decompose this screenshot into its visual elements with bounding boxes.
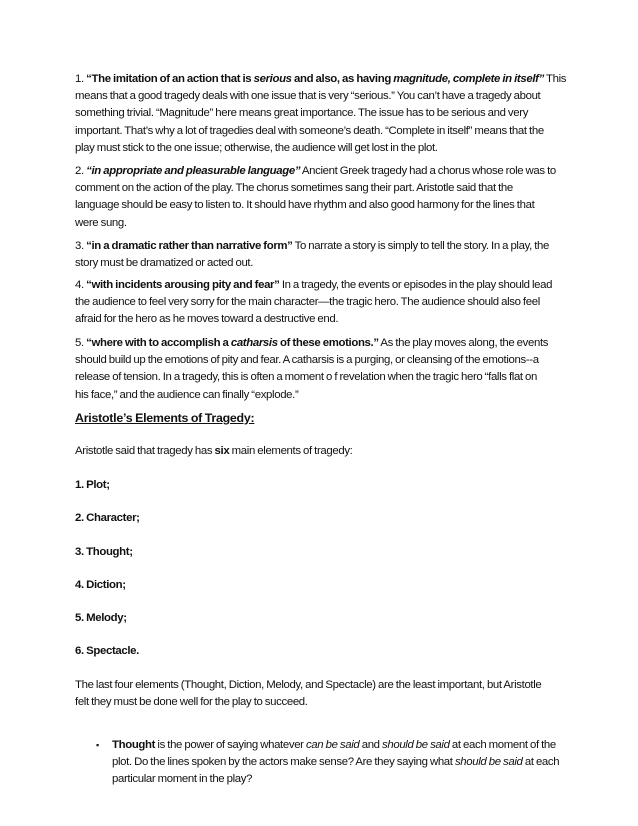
quote-bold: and also, as having — [294, 73, 391, 85]
item-number: 1. — [75, 73, 84, 85]
paragraph-5-line-2: should build up the emotions of pity and fear. A catharsis is a purging, or cleansing of the emotions--a — [75, 354, 539, 367]
paragraph-4-line-3: afraid for the hero as he moves toward a destructive end. — [75, 313, 339, 326]
italic-phrase: should be said — [382, 739, 450, 751]
body-text: is the power of saying whatever — [157, 739, 304, 751]
body-text: As the play moves along, the events — [380, 337, 549, 349]
bullet-line-3: particular moment in the play? — [112, 773, 253, 786]
paragraph-5-line-4: his face,” and the audience can finally “explode.” — [75, 388, 299, 401]
quote-bold: “with incidents arousing pity and fear” — [86, 279, 280, 291]
paragraph-4-line-1 — [75, 277, 565, 294]
element-item-plot: 1. Plot; — [75, 479, 110, 491]
element-item-thought: 3. Thought; — [75, 546, 133, 558]
item-number: 4. — [75, 279, 84, 291]
italic-phrase: should be said — [454, 756, 523, 769]
paragraph-1 — [75, 71, 565, 157]
body-text: at each — [524, 756, 560, 769]
paragraph-2-line-3: language should be easy to listen to. It should have rhythm and also good harmony for the lines that — [75, 199, 535, 212]
quote-bold-italic: magnitude, complete in itself” — [393, 73, 544, 85]
element-item-melody: 5. Melody; — [75, 612, 127, 624]
paragraph-1-line-4: important. That’s why a lot of tragedies deal with someone’s death. “Complete in itself” means that the — [75, 124, 544, 137]
body-text: main elements of tragedy: — [231, 445, 353, 457]
paragraph-2-line-2: comment on the action of the play. The chorus sometimes sang their part. Aristotle said that the — [75, 182, 513, 195]
paragraph-4 — [75, 277, 565, 329]
elements-intro — [75, 443, 565, 460]
body-text: plot. Do the lines spoken by the actors make sense? Are they saying what — [112, 756, 453, 769]
item-number: 3. — [75, 240, 84, 252]
paragraph-1-line-2: means that a good tragedy deals with one issue that is very “serious.” You can’t have a tragedy about — [75, 90, 541, 103]
quote-bold-italic: catharsis — [230, 337, 278, 349]
quote-bold: “The imitation of an action that is — [86, 73, 252, 85]
paragraph-5 — [75, 335, 565, 404]
paragraph-3 — [75, 238, 565, 272]
quote-bold: “where with to accomplish a — [86, 337, 229, 349]
italic-phrase: can be said — [305, 739, 360, 751]
quote-bold-italic: serious — [253, 73, 292, 85]
bullet-term: Thought — [112, 739, 156, 751]
paragraph-4-line-2: the audience to feel very sorry for the main character—the tragic hero. The audience should also feel — [75, 296, 540, 309]
paragraph-1-line-5: play must stick to the one issue; otherwise, the audience will get lost in the plot. — [75, 141, 438, 154]
bullet-line-1 — [112, 737, 568, 754]
item-number: 5. — [75, 337, 84, 349]
element-item-diction: 4. Diction; — [75, 579, 126, 591]
last-paragraph — [75, 677, 565, 711]
quote-bold: of these emotions.” — [280, 337, 379, 349]
paragraph-1-line-3: something trivial. “Magnitude” here means great importance. The issue has to be serious and very — [75, 107, 529, 120]
last-paragraph-line-1: The last four elements (Thought, Diction, Melody, and Spectacle) are the least important, but Aristotle — [75, 679, 542, 691]
paragraph-1-line-1 — [75, 71, 565, 88]
paragraph-5-line-3: release of tension. In a tragedy, this is often a moment o f revelation when the tragic hero “falls flat on — [75, 371, 538, 384]
square-bullet-icon: ▪ — [96, 740, 99, 750]
element-item-spectacle: 6. Spectacle. — [75, 645, 139, 657]
emphasis-six: six — [214, 445, 230, 457]
paragraph-2-line-4: were sung. — [75, 216, 127, 229]
body-text: In a tragedy, the events or episodes in the play should lead — [281, 279, 553, 291]
item-number: 2. — [75, 165, 84, 177]
paragraph-2 — [75, 163, 565, 232]
bullet-line-2 — [112, 754, 568, 771]
body-text: This — [546, 73, 567, 85]
quote-bold: “in a dramatic rather than narrative form” — [86, 240, 293, 252]
paragraph-5-line-1 — [75, 335, 565, 352]
body-text: at each moment of the — [451, 739, 556, 751]
paragraph-3-line-1 — [75, 238, 565, 255]
element-item-character: 2. Character; — [75, 512, 140, 524]
body-text: Aristotle said that tragedy has — [75, 445, 213, 457]
last-paragraph-line-2: felt they must be done well for the play to succeed. — [75, 696, 308, 709]
paragraph-2-line-1 — [75, 163, 565, 180]
body-text: Ancient Greek tragedy had a chorus whose role was to — [301, 165, 556, 177]
body-text: and — [361, 739, 380, 751]
quote-bold-italic: “in appropriate and pleasurable language” — [86, 165, 301, 177]
body-text: To narrate a story is simply to tell the story. In a play, the — [294, 240, 550, 252]
paragraph-3-line-2: story must be dramatized or acted out. — [75, 257, 254, 270]
bullet-item-thought — [112, 737, 568, 789]
section-heading: Aristotle’s Elements of Tragedy: — [75, 411, 255, 425]
